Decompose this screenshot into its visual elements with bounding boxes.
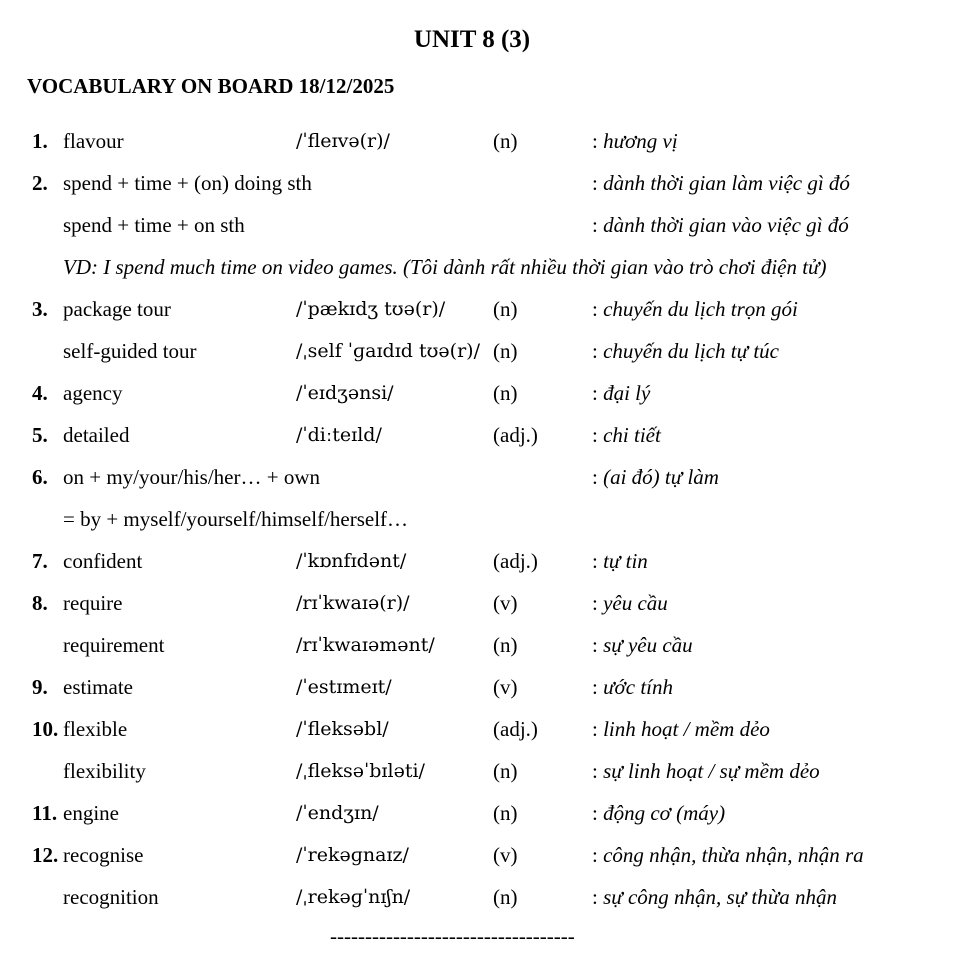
entry-part-of-speech: (n) xyxy=(493,129,518,153)
entry-colon: : xyxy=(592,213,604,237)
vocab-entry xyxy=(0,330,958,372)
footer-divider: ----------------------------------- xyxy=(330,924,575,948)
entry-word: requirement xyxy=(63,633,165,657)
entry-meaning-text: dành thời gian làm việc gì đó xyxy=(603,171,850,195)
entry-word: on + my/your/his/her… + own xyxy=(63,465,321,489)
vocab-entry xyxy=(0,876,958,918)
entry-colon: : xyxy=(592,633,604,657)
entry-pronunciation: /rɪˈkwaɪə(r)/ xyxy=(296,592,410,614)
entry-meaning xyxy=(592,834,864,876)
entry-meaning-text: sự linh hoạt / sự mềm dẻo xyxy=(603,759,820,783)
entry-part-of-speech: (v) xyxy=(493,675,518,699)
entry-pronunciation: /ˈfleksəbl/ xyxy=(296,718,389,740)
entry-part-of-speech: (adj.) xyxy=(493,549,538,573)
entry-meaning xyxy=(592,708,770,750)
vocab-entry xyxy=(0,792,958,834)
entry-word: agency xyxy=(63,381,123,405)
entry-colon: : xyxy=(592,381,604,405)
entry-word: = by + myself/yourself/himself/herself… xyxy=(63,507,409,531)
entry-meaning xyxy=(592,540,648,582)
entry-meaning xyxy=(592,624,693,666)
entry-number: 9. xyxy=(32,675,48,699)
entry-meaning-text: chuyến du lịch tự túc xyxy=(603,339,779,363)
entry-meaning xyxy=(592,666,673,708)
entry-part-of-speech: (n) xyxy=(493,885,518,909)
vocab-entry xyxy=(0,750,958,792)
entry-colon: : xyxy=(592,759,604,783)
entry-meaning xyxy=(592,876,837,918)
entry-meaning xyxy=(592,288,798,330)
entry-colon: : xyxy=(592,423,604,447)
entry-meaning-text: động cơ (máy) xyxy=(603,801,726,825)
entry-colon: : xyxy=(592,465,604,489)
entry-meaning-text: dành thời gian vào việc gì đó xyxy=(603,213,849,237)
example-sentence: VD: I spend much time on video games. (Tôi dành rất nhiều thời gian vào trò chơi điện tử) xyxy=(63,255,827,279)
entry-word: flexibility xyxy=(63,759,146,783)
entry-part-of-speech: (n) xyxy=(493,759,518,783)
entry-pronunciation: /ˈkɒnfɪdənt/ xyxy=(296,550,407,572)
entry-pronunciation: /ˈeɪdʒənsi/ xyxy=(296,382,394,404)
entry-number: 3. xyxy=(32,297,48,321)
entry-meaning-text: sự yêu cầu xyxy=(603,633,693,657)
entry-colon: : xyxy=(592,549,604,573)
vocab-entry xyxy=(0,162,958,204)
entry-word: flavour xyxy=(63,129,124,153)
entry-word: self-guided tour xyxy=(63,339,197,363)
entry-colon: : xyxy=(592,675,604,699)
entry-meaning xyxy=(592,162,850,204)
entry-part-of-speech: (n) xyxy=(493,801,518,825)
entry-colon: : xyxy=(592,297,604,321)
vocab-entry xyxy=(0,120,958,162)
entry-pronunciation: /ˈrekəɡnaɪz/ xyxy=(296,844,409,866)
entry-meaning-text: yêu cầu xyxy=(603,591,668,615)
entry-number: 5. xyxy=(32,423,48,447)
entry-part-of-speech: (v) xyxy=(493,591,518,615)
vocab-entry xyxy=(0,708,958,750)
entry-meaning-text: ước tính xyxy=(603,675,673,699)
entry-meaning-text: (ai đó) tự làm xyxy=(603,465,719,489)
entry-meaning xyxy=(592,120,678,162)
vocab-entry xyxy=(0,372,958,414)
entry-colon: : xyxy=(592,339,604,363)
vocab-entry xyxy=(0,288,958,330)
entry-colon: : xyxy=(592,591,604,615)
vocab-entry xyxy=(0,456,958,498)
vocab-entry xyxy=(0,540,958,582)
entry-number: 1. xyxy=(32,129,48,153)
entry-pronunciation: /ˈpækɪdʒ tʊə(r)/ xyxy=(296,298,446,320)
entry-number: 2. xyxy=(32,171,48,195)
entry-meaning xyxy=(592,792,725,834)
entry-meaning xyxy=(592,750,820,792)
entry-part-of-speech: (adj.) xyxy=(493,423,538,447)
entry-part-of-speech: (n) xyxy=(493,633,518,657)
entry-meaning-text: linh hoạt / mềm dẻo xyxy=(603,717,770,741)
entry-part-of-speech: (adj.) xyxy=(493,717,538,741)
entry-meaning xyxy=(592,582,668,624)
entry-part-of-speech: (n) xyxy=(493,381,518,405)
vocab-entry xyxy=(0,204,958,246)
entry-meaning xyxy=(592,330,779,372)
entry-part-of-speech: (n) xyxy=(493,339,518,363)
entry-meaning xyxy=(592,456,719,498)
entry-meaning-text: chi tiết xyxy=(603,423,661,447)
page-title: UNIT 8 (3) xyxy=(413,26,531,53)
vocab-entry xyxy=(0,414,958,456)
entry-colon: : xyxy=(592,717,604,741)
entry-colon: : xyxy=(592,129,604,153)
entry-word: flexible xyxy=(63,717,128,741)
entry-word: package tour xyxy=(63,297,171,321)
entry-number: 6. xyxy=(32,465,48,489)
entry-meaning-text: sự công nhận, sự thừa nhận xyxy=(603,885,837,909)
entry-part-of-speech: (v) xyxy=(493,843,518,867)
entry-meaning-text: công nhận, thừa nhận, nhận ra xyxy=(603,843,864,867)
vocab-entry xyxy=(0,582,958,624)
entry-number: 11. xyxy=(32,801,58,825)
entry-meaning-text: chuyến du lịch trọn gói xyxy=(603,297,798,321)
page-subtitle: VOCABULARY ON BOARD 18/12/2025 xyxy=(27,74,395,98)
entry-meaning-text: đại lý xyxy=(603,381,651,405)
entry-meaning xyxy=(592,372,650,414)
entry-meaning-text: tự tin xyxy=(603,549,648,573)
entry-number: 10. xyxy=(32,717,59,741)
entry-word: recognition xyxy=(63,885,159,909)
entry-meaning xyxy=(592,414,661,456)
vocab-entry xyxy=(0,624,958,666)
entry-pronunciation: /ˈendʒɪn/ xyxy=(296,802,379,824)
vocab-entry xyxy=(0,498,958,540)
entry-word: estimate xyxy=(63,675,133,699)
entry-number: 4. xyxy=(32,381,48,405)
entry-word: confident xyxy=(63,549,143,573)
entry-colon: : xyxy=(592,885,604,909)
entry-pronunciation: /ˈdiːteɪld/ xyxy=(296,424,382,446)
entry-pronunciation: /ˌrekəɡˈnɪʃn/ xyxy=(296,886,411,908)
entry-meaning-text: hương vị xyxy=(603,129,678,153)
vocab-entry xyxy=(0,834,958,876)
entry-word: recognise xyxy=(63,843,144,867)
entry-number: 7. xyxy=(32,549,48,573)
entry-number: 12. xyxy=(32,843,59,867)
entry-word: spend + time + on sth xyxy=(63,213,245,237)
vocab-entry xyxy=(0,666,958,708)
entry-number: 8. xyxy=(32,591,48,615)
entry-pronunciation: /rɪˈkwaɪəmənt/ xyxy=(296,634,435,656)
entry-meaning xyxy=(592,204,849,246)
entry-part-of-speech: (n) xyxy=(493,297,518,321)
entry-word: detailed xyxy=(63,423,130,447)
entry-word: spend + time + (on) doing sth xyxy=(63,171,312,195)
entry-pronunciation: /ˈfleɪvə(r)/ xyxy=(296,130,390,152)
entry-colon: : xyxy=(592,801,604,825)
entry-pronunciation: /ˌfleksəˈbɪləti/ xyxy=(296,760,425,782)
entry-colon: : xyxy=(592,843,604,867)
entry-pronunciation: /ˌself ˈɡaɪdɪd tʊə(r)/ xyxy=(296,340,480,362)
entry-word: require xyxy=(63,591,123,615)
entry-colon: : xyxy=(592,171,604,195)
entry-pronunciation: /ˈestɪmeɪt/ xyxy=(296,676,392,698)
example-sentence-row xyxy=(0,246,958,288)
entry-word: engine xyxy=(63,801,119,825)
